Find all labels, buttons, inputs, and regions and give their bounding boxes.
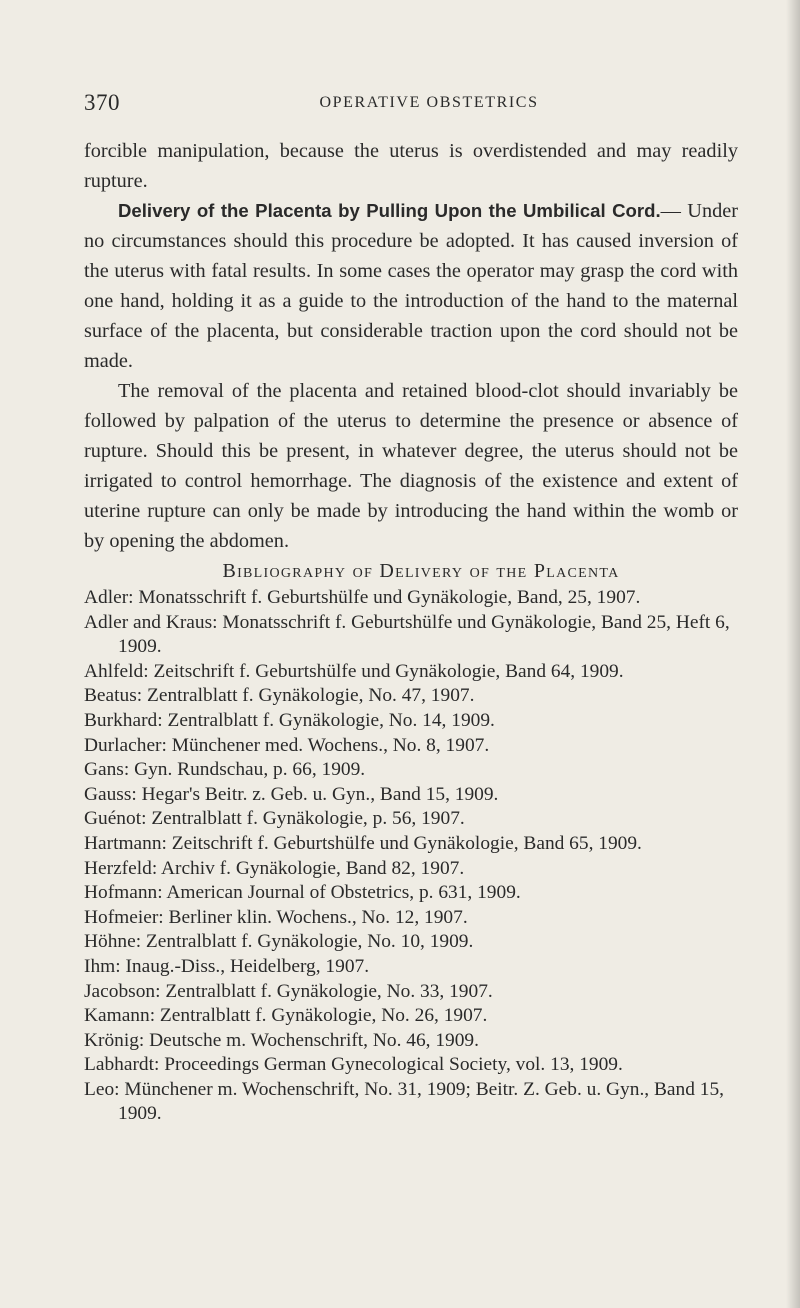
- paragraph-placenta-cord: [84, 196, 738, 376]
- bibliography-entry: Gans: Gyn. Rundschau, p. 66, 1909.: [84, 759, 366, 781]
- section-heading: Delivery of the Placenta by Pulling Upon the Umbilical Cord.: [118, 200, 661, 221]
- bibliography-entry: Höhne: Zentralblatt f. Gynäkologie, No. 10, 1909.: [84, 931, 474, 953]
- running-title: OPERATIVE OBSTETRICS: [319, 94, 539, 111]
- paragraph-body: Under no circumstances should this procedure be adopted. It has caused inversion of the uterus with fatal results. In some cases the operator may grasp the cord with one hand, holding it as a guide to the introduction of the hand to the maternal surface of the placenta, but considerable traction upon the cord should not be made.: [84, 200, 738, 372]
- page-number: 370: [84, 90, 120, 115]
- bibliography-entry: Ihm: Inaug.-Diss., Heidelberg, 1907.: [84, 955, 370, 977]
- body-text: [84, 136, 738, 1127]
- bibliography-entry: Gauss: Hegar's Beitr. z. Geb. u. Gyn., Band 15, 1909.: [84, 783, 499, 805]
- bibliography-entry: Guénot: Zentralblatt f. Gynäkologie, p. 56, 1907.: [84, 808, 465, 830]
- bibliography-entry: Beatus: Zentralblatt f. Gynäkologie, No. 47, 1907.: [84, 685, 475, 707]
- bibliography-entry: Hartmann: Zeitschrift f. Geburtshülfe und Gynäkologie, Band 65, 1909.: [84, 832, 642, 854]
- bibliography-heading: Bibliography of Delivery of the Placenta: [222, 560, 620, 582]
- page-header: [84, 90, 734, 120]
- bibliography-entry: Burkhard: Zentralblatt f. Gynäkologie, No. 14, 1909.: [84, 709, 495, 731]
- bibliography-entry: Adler: Monatsschrift f. Geburtshülfe und Gynäkologie, Band, 25, 1907.: [84, 587, 641, 608]
- paragraph-removal: The removal of the placenta and retained blood-clot should invariably be followed by palpation of the uterus to determine the presence or absence of rupture. Should this be present, in whatever degree, the uterus should not be irrigated to control hemorrhage. The diagnosis of the existence and extent of uterine rupture can only be made by introducing the hand within the womb or by opening the abdomen.: [84, 380, 738, 552]
- bibliography-list: [84, 586, 738, 1127]
- bibliography-entry: Kamann: Zentralblatt f. Gynäkologie, No. 26, 1907.: [84, 1005, 488, 1027]
- paragraph-continued: forcible manipulation, because the uterus is overdistended and may readily rupture.: [84, 140, 738, 192]
- bibliography-entry: Jacobson: Zentralblatt f. Gynäkologie, No. 33, 1907.: [84, 980, 493, 1002]
- bibliography-entry: Ahlfeld: Zeitschrift f. Geburtshülfe und Gynäkologie, Band 64, 1909.: [84, 660, 624, 682]
- heading-dash: —: [660, 200, 681, 222]
- bibliography-entry: Herzfeld: Archiv f. Gynäkologie, Band 82, 1907.: [84, 857, 465, 879]
- bibliography-entry: Adler and Kraus: Monatsschrift f. Geburtshülfe und Gynäkologie, Band 25, Heft 6, 1909.: [84, 611, 730, 658]
- bibliography-entry: Leo: Münchener m. Wochenschrift, No. 31, 1909; Beitr. Z. Geb. u. Gyn., Band 15, 1909.: [84, 1078, 725, 1125]
- bibliography-entry: Hofmeier: Berliner klin. Wochens., No. 12, 1907.: [84, 906, 468, 928]
- page-edge-shadow: [786, 0, 800, 1308]
- bibliography-entry: Krönig: Deutsche m. Wochenschrift, No. 46, 1909.: [84, 1029, 479, 1051]
- bibliography-entry: Labhardt: Proceedings German Gynecological Society, vol. 13, 1909.: [84, 1054, 623, 1076]
- bibliography-entry: Hofmann: American Journal of Obstetrics, p. 631, 1909.: [84, 882, 521, 904]
- bibliography-entry: Durlacher: Münchener med. Wochens., No. 8, 1907.: [84, 734, 490, 756]
